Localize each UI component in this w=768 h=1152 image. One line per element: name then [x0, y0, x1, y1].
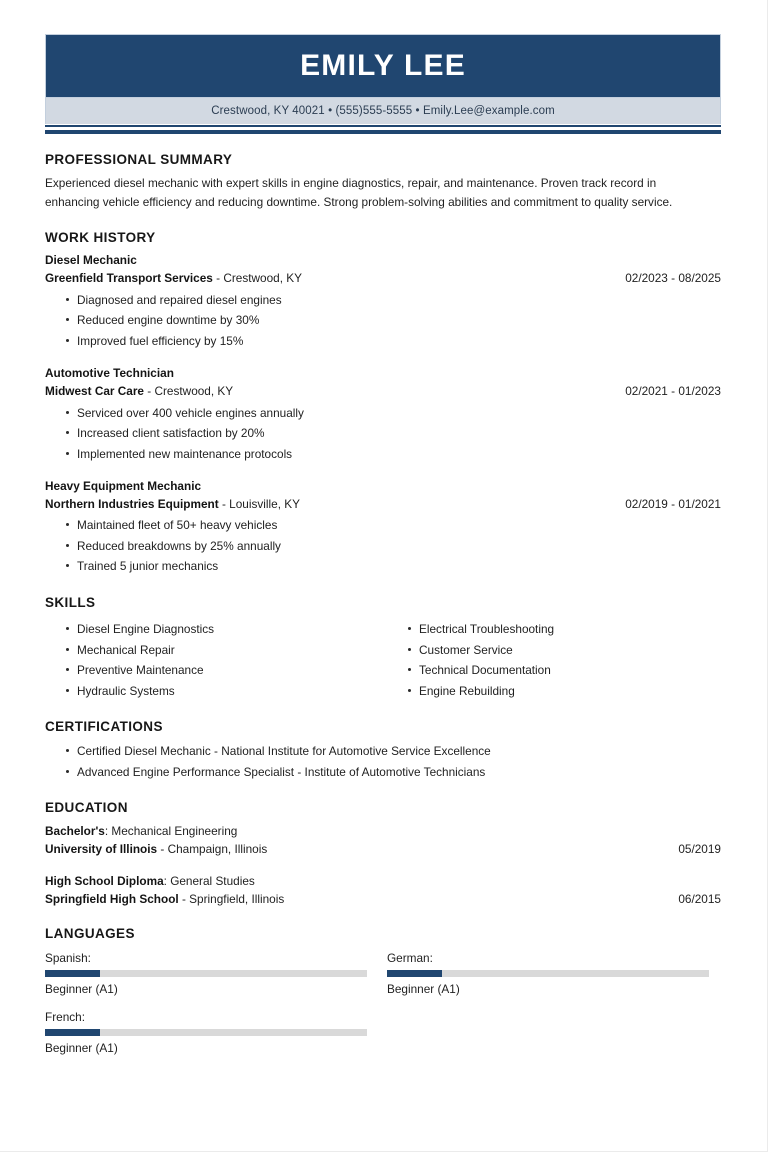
certifications-list [45, 741, 721, 782]
education-date: 06/2015 [678, 891, 721, 906]
contact-banner [45, 98, 721, 124]
job-bullet: Trained 5 junior mechanics [45, 556, 721, 577]
job-bullet: Maintained fleet of 50+ heavy vehicles [45, 515, 721, 536]
education-degree-field: : Mechanical Engineering [104, 824, 238, 839]
education-degree-field: : General Studies [163, 873, 255, 888]
job-bullet: Serviced over 400 vehicle engines annually [45, 403, 721, 424]
education-school-row [45, 890, 721, 908]
job-bullet: Increased client satisfaction by 20% [45, 423, 721, 444]
job-bullet: Reduced engine downtime by 30% [45, 310, 721, 331]
job-company-row [45, 270, 721, 288]
skill-item: Engine Rebuilding [387, 681, 721, 702]
job-company-location: - Crestwood, KY [144, 383, 234, 398]
language-name: French: [45, 1010, 85, 1025]
language-proficiency-fill [45, 970, 100, 977]
education-school-name: Springfield High School [45, 891, 179, 906]
job-company [45, 383, 233, 401]
job-company-location: - Louisville, KY [218, 496, 300, 511]
skills-column-right [383, 617, 721, 701]
education-degree-name: Bachelor's [45, 824, 105, 839]
language-proficiency-fill [45, 1029, 100, 1036]
section-languages [45, 926, 721, 1066]
job-company [45, 270, 302, 288]
job-bullet-list [45, 403, 721, 465]
education-school [45, 890, 284, 908]
section-heading-skills: SKILLS [45, 594, 96, 610]
job-dates: 02/2023 - 08/2025 [625, 270, 721, 285]
job-dates: 02/2019 - 01/2021 [625, 496, 721, 511]
section-work-history [45, 230, 721, 577]
skills-list-left [45, 619, 383, 701]
skill-item: Hydraulic Systems [45, 681, 383, 702]
name-banner [45, 34, 721, 98]
work-entry [45, 252, 721, 351]
language-entry [45, 1007, 383, 1058]
section-heading-certifications: CERTIFICATIONS [45, 719, 163, 735]
job-company-location: - Crestwood, KY [212, 270, 303, 285]
header-rule-thick [45, 130, 721, 134]
education-school-location: - Champaign, Illinois [157, 842, 268, 857]
language-level: Beginner (A1) [387, 982, 460, 997]
education-school-name: University of Illinois [45, 842, 158, 857]
education-date: 05/2019 [678, 842, 721, 857]
job-dates: 02/2021 - 01/2023 [625, 383, 721, 398]
language-name: German: [387, 951, 433, 966]
skills-columns [45, 617, 721, 701]
summary-text: Experienced diesel mechanic with expert skills in engine diagnostics, repair, and maintenance. Proven track record in enhancing vehicle efficiency and reducing downtime. Strong problem-solving abilities and commitment to quality service. [45, 176, 673, 210]
job-bullet-list [45, 515, 721, 577]
section-skills [45, 595, 721, 701]
candidate-name: EMILY LEE [300, 49, 466, 82]
job-company-name: Northern Industries Equipment [45, 496, 219, 511]
education-school-location: - Springfield, Illinois [178, 891, 285, 906]
section-heading-languages: LANGUAGES [45, 926, 135, 942]
skill-item: Customer Service [387, 640, 721, 661]
section-heading-work-history: WORK HISTORY [45, 230, 156, 246]
resume-header [45, 34, 721, 134]
language-name: Spanish: [45, 951, 91, 966]
section-heading-summary: PROFESSIONAL SUMMARY [45, 152, 233, 167]
job-bullet-list [45, 290, 721, 352]
language-proficiency-bar [45, 1029, 367, 1036]
language-entry [45, 948, 383, 999]
work-entry [45, 478, 721, 577]
job-company-row [45, 496, 721, 514]
language-entry [383, 948, 721, 999]
language-level: Beginner (A1) [45, 982, 118, 997]
language-proficiency-bar [45, 970, 367, 977]
job-bullet: Improved fuel efficiency by 15% [45, 331, 721, 352]
skill-item: Technical Documentation [387, 660, 721, 681]
language-proficiency-bar [387, 970, 709, 977]
language-proficiency-fill [387, 970, 442, 977]
job-company-row [45, 383, 721, 401]
work-entry [45, 365, 721, 464]
education-school-row [45, 840, 721, 858]
section-professional-summary [45, 152, 721, 212]
section-certifications [45, 719, 721, 782]
section-education [45, 800, 721, 908]
skills-list-right [387, 619, 721, 701]
certification-item: Certified Diesel Mechanic - National Institute for Automotive Service Excellence [45, 741, 721, 762]
job-title: Automotive Technician [45, 366, 174, 381]
job-bullet: Implemented new maintenance protocols [45, 444, 721, 465]
skill-item: Diesel Engine Diagnostics [45, 619, 383, 640]
education-entry [45, 872, 721, 909]
education-entry [45, 822, 721, 859]
job-company-name: Midwest Car Care [45, 383, 144, 398]
skill-item: Preventive Maintenance [45, 660, 383, 681]
education-degree-name: High School Diploma [45, 873, 164, 888]
job-title: Diesel Mechanic [45, 253, 137, 268]
contact-line: Crestwood, KY 40021 • (555)555-5555 • Emily.Lee@example.com [211, 105, 555, 117]
education-school [45, 840, 267, 858]
education-degree [45, 822, 721, 840]
certification-item: Advanced Engine Performance Specialist - Institute of Automotive Technicians [45, 762, 721, 783]
education-degree [45, 872, 721, 890]
skills-column-left [45, 617, 383, 701]
section-heading-education: EDUCATION [45, 800, 128, 816]
skill-item: Electrical Troubleshooting [387, 619, 721, 640]
language-level: Beginner (A1) [45, 1041, 118, 1056]
languages-grid [45, 948, 721, 1066]
job-company-name: Greenfield Transport Services [45, 270, 213, 285]
skill-item: Mechanical Repair [45, 640, 383, 661]
job-bullet: Reduced breakdowns by 25% annually [45, 536, 721, 557]
job-company [45, 496, 300, 514]
job-bullet: Diagnosed and repaired diesel engines [45, 290, 721, 311]
job-title: Heavy Equipment Mechanic [45, 479, 202, 494]
